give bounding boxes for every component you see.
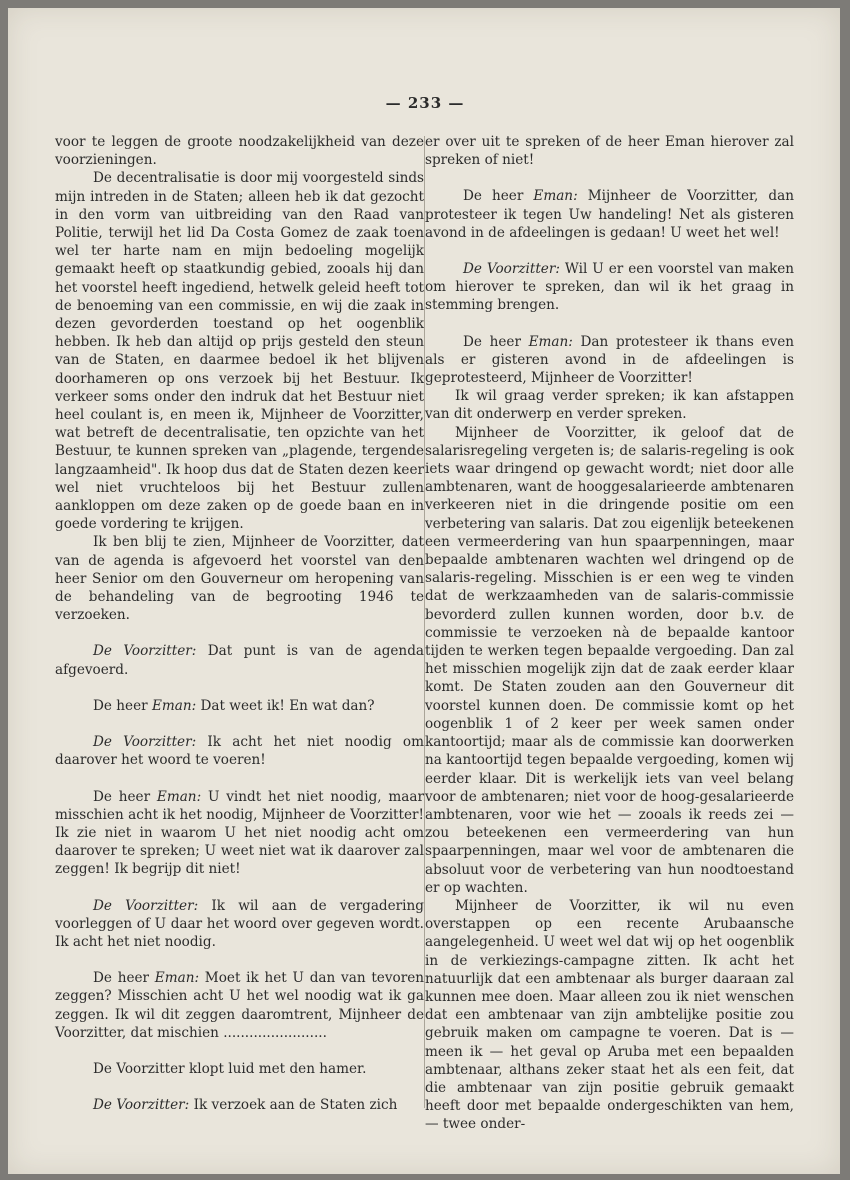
- paragraph-text: Dan protesteer ik thans even als er gisteren avond in de afdeelingen is geprotesteerd, Mijnheer de Voorzitter!: [425, 333, 794, 387]
- paragraph: [425, 897, 794, 1134]
- paragraph-text: Dat weet ik! En wat dan?: [196, 697, 375, 714]
- paragraph-text: Mijnheer de Voorzitter, dan protesteer ik tegen Uw handeling! Net als gisteren avond in de afdeelingen is gedaan! U weet het wel!: [425, 188, 794, 241]
- speaker-name: Eman:: [154, 970, 200, 987]
- speaker-name: De Voorzitter:: [93, 643, 197, 660]
- paragraph: [55, 697, 424, 715]
- speaker-name: Eman:: [533, 188, 578, 205]
- speaker-name: De Voorzitter:: [93, 734, 197, 751]
- paragraph: [55, 897, 424, 952]
- paragraph-text: Moet ik het U dan van tevoren zeggen? Misschien acht U het wel noodig wat ik ga zeggen. Ik wil dit zeggen daaromtrent, Mijnheer de Voorzitter, dat mischien ........................: [55, 970, 424, 1041]
- speaker-name: Eman:: [151, 697, 197, 714]
- paragraph-text: Ik wil graag verder spreken; ik kan afstappen van dit onderwerp en verder spreken.: [425, 388, 794, 423]
- speaker-name: De Voorzitter:: [93, 897, 199, 914]
- document-page: [8, 8, 840, 1174]
- speaker-prefix: De heer: [93, 970, 155, 987]
- speaker-name: De Voorzitter:: [93, 1097, 190, 1114]
- paragraph: [55, 169, 424, 533]
- paragraph: [425, 260, 794, 315]
- paragraph: [55, 969, 424, 1042]
- paragraph-text: Dat punt is van de agenda afgevoerd.: [55, 643, 424, 678]
- paragraph-text: voor te leggen de groote noodzakelijkheid van deze voorzieningen.: [55, 134, 424, 169]
- speaker-prefix: De heer: [93, 788, 157, 805]
- paragraph: [55, 1096, 424, 1114]
- paragraph-text: Ik ben blij te zien, Mijnheer de Voorzitter, dat van de agenda is afgevoerd het voorstel van den heer Senior om den Gouverneur om heropening van de behandeling van de begrooting 1946 te verzoeken.: [55, 534, 424, 624]
- paragraph-text: De decentralisatie is door mij voorgesteld sinds mijn intreden in de Staten; alleen heb ik dat gezocht in den vorm van uitbreiding van den Raad van Politie, terwijl het lid Da Costa Gomez de zaak toen wel ter harte nam en mijn bedoeling mogelijk gemaakt heeft op staatkundig gebied, zooals hij dan het voorstel heeft ingediend, hetwelk geleid heeft tot de benoeming van een commissie, en wij die zaak in dezen gevorderden toestand op het oogenblik hebben. Ik heb dan altijd op prijs gesteld den steun van de Staten, en daarmee bedoel ik het blijven doorhameren op ons verzoek bij het Bestuur. Ik verkeer soms onder den indruk dat het Bestuur niet heel coulant is, en meen ik, Mijnheer de Voorzitter, wat betreft de decentralisatie, ten opzichte van het Bestuur, te kunnen spreken van „plagende, tergende langzaamheid". Ik hoop dus dat de Staten dezen keer wel niet vruchteloos bij het Bestuur zullen aankloppen om deze zaken op de goede baan en in goede vordering te krijgen.: [55, 170, 424, 533]
- paragraph: [55, 1060, 424, 1078]
- paragraph: [425, 187, 794, 242]
- paragraph-text: Ik acht het niet noodig om daarover het woord te voeren!: [55, 734, 424, 769]
- speaker-name: De Voorzitter:: [463, 261, 560, 278]
- paragraph: [425, 387, 794, 423]
- page-number: — 233 —: [385, 94, 465, 112]
- speaker-name: Eman:: [156, 788, 202, 805]
- speaker-name: Eman:: [528, 333, 573, 350]
- paragraph: [425, 424, 794, 897]
- paragraph: [55, 533, 424, 624]
- right-column: [425, 133, 794, 1134]
- paragraph-text: er over uit te spreken of de heer Eman hierover zal spreken of niet!: [425, 134, 794, 169]
- paragraph: [55, 642, 424, 678]
- speaker-prefix: De heer: [93, 697, 152, 714]
- paragraph-text: De Voorzitter klopt luid met den hamer.: [93, 1060, 367, 1077]
- paragraph: [55, 733, 424, 769]
- paragraph-text: Mijnheer de Voorzitter, ik geloof dat de salarisregeling vergeten is; de salaris-regeling is ook iets waar dringend op gewacht wordt; niet door alle ambtenaren, want de hooggesalarieerde ambtenaren verkeeren niet in die dringende positie om een verbetering van salaris. Dat zou eigenlijk beteekenen een vermeerdering van hun spaarpenningen, maar bepaalde ambtenaren wachten wel dringend op de salaris-regeling. Misschien is er een weg te vinden dat de werkzaamheden van de salaris-commissie bevorderd zullen kunnen worden, door b.v. de commissie te verzoeken nà de bepaalde kantoor tijden te werken tegen bepaalde vergoeding. Dan zal het misschien mogelijk zijn dat de zaak eerder klaar komt. De Staten zouden aan den Gouverneur dit voorstel kunnen doen. De commissie komt op het oogenblik 1 of 2 keer per week samen onder kantoortijd; maar als de commissie kan doorwerken na kantoortijd tegen bepaalde vergoeding, komen wij eerder klaar. Dit is werkelijk iets van veel belang voor de ambtenaren; niet voor de hoog-gesalarieerde ambtenaren, voor wie het — zooals ik reeds zei — zou beteekenen een vermeerdering van hun spaarpenningen, maar wel voor de ambtenaren die absoluut voor de verbetering van hun noodtoestand er op wachten.: [425, 424, 794, 896]
- speaker-prefix: De heer: [463, 188, 534, 205]
- paragraph-text: Ik verzoek aan de Staten zich: [189, 1097, 398, 1114]
- paragraph: [55, 788, 424, 879]
- paragraph-text: Ik wil aan de vergadering voorleggen of U daar het woord over gegeven wordt. Ik acht het niet noodig.: [55, 897, 424, 950]
- paragraph: [425, 333, 794, 388]
- paragraph-text: U vindt het niet noodig, maar misschien acht ik het noodig, Mijnheer de Voorzitter! Ik zie niet in waarom U het niet noodig acht om daarover te spreken; U weet niet wat ik daarover zal zeggen! Ik begrijp dit niet!: [55, 788, 424, 878]
- paragraph-text: Mijnheer de Voorzitter, ik wil nu even overstappen op een recente Arubaansche aangelegenheid. U weet wel dat wij op het oogenblik in de verkiezings-campagne zitten. Ik acht het natuurlijk dat een ambtenaar als burger daaraan zal kunnen mee doen. Maar alleen zou ik niet wenschen dat een ambtenaar van zijn ambtelijke positie zou gebruik maken om campagne te voeren. Dat is — meen ik — het geval op Aruba met een bepaalden ambtenaar, althans zeker staat het als een feit, dat die ambtenaar van zijn positie gebruik gemaakt heeft door met bepaalde ondergeschikten van hem, — twee onder-: [425, 897, 794, 1133]
- left-column: [55, 133, 424, 1114]
- paragraph-text: Wil U er een voorstel van maken om hierover te spreken, dan wil ik het graag in stemming brengen.: [425, 261, 794, 314]
- paragraph: [55, 133, 424, 169]
- speaker-prefix: De heer: [463, 333, 529, 350]
- paragraph: [425, 133, 794, 169]
